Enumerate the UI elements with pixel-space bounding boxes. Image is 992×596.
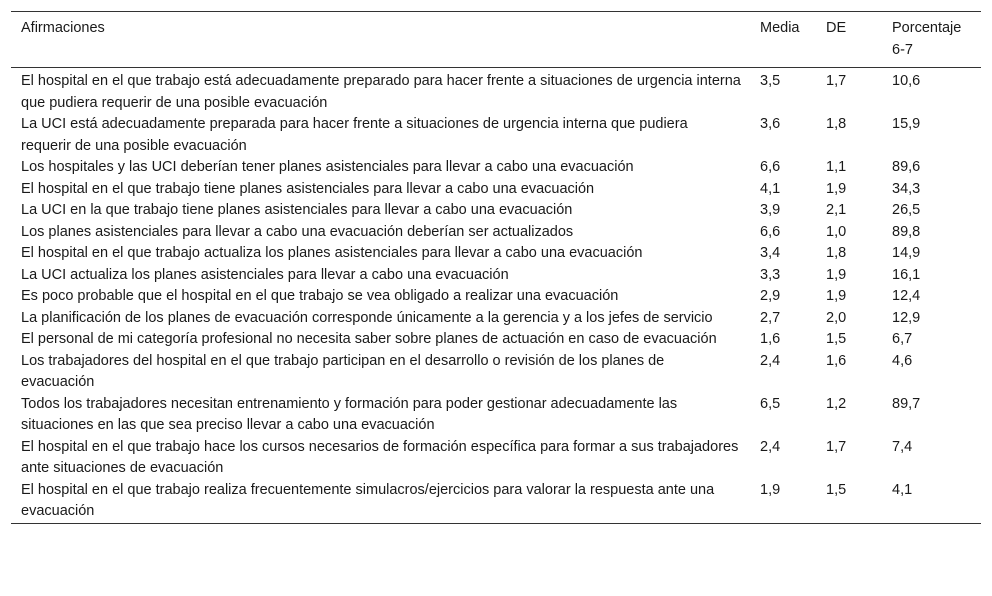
- de-cell: 1,6: [826, 352, 847, 369]
- porcentaje-cell: 14,9: [892, 245, 921, 261]
- statement-cell: El hospital en el que trabajo está adecuadamente preparado para hacer frente a situaciones de urgencia interna que pudiera requerir de una posible evacuación: [21, 73, 741, 111]
- media-cell: 6,6: [760, 223, 781, 240]
- media-cell: 4,1: [760, 180, 781, 197]
- media-cell: 3,4: [760, 245, 781, 261]
- media-cell: 3,9: [760, 202, 781, 218]
- porcentaje-cell: 4,1: [892, 481, 913, 498]
- porcentaje-cell: 89,7: [892, 395, 921, 412]
- statement-cell: El hospital en el que trabajo hace los cursos necesarios de formación específica para formar a sus trabajadores ante situaciones de evacuación: [21, 438, 739, 476]
- table-row: [11, 480, 981, 524]
- header-de: DE: [826, 20, 847, 36]
- media-cell: 2,7: [760, 309, 781, 326]
- media-cell: 2,4: [760, 352, 781, 369]
- media-cell: 2,4: [760, 438, 781, 455]
- media-cell: 3,5: [760, 73, 781, 89]
- header-row: [11, 12, 981, 68]
- table-row: [11, 437, 981, 480]
- porcentaje-cell: 89,6: [892, 159, 921, 175]
- survey-table-container: [11, 11, 981, 524]
- header-afirmaciones: Afirmaciones: [21, 20, 105, 36]
- table-row: [11, 114, 981, 157]
- table-row: [11, 179, 981, 201]
- de-cell: 1,2: [826, 395, 847, 412]
- porcentaje-cell: 26,5: [892, 202, 921, 218]
- media-cell: 2,9: [760, 288, 781, 304]
- media-cell: 1,9: [760, 481, 781, 498]
- table-body: [11, 68, 981, 524]
- de-cell: 1,5: [826, 331, 847, 347]
- de-cell: 1,0: [826, 223, 847, 240]
- statement-cell: La UCI en la que trabajo tiene planes asistenciales para llevar a cabo una evacuación: [21, 202, 573, 218]
- statement-cell: Los trabajadores del hospital en el que trabajo participan en el desarrollo o revisión de los planes de evacuación: [21, 352, 665, 390]
- table-row: [11, 265, 981, 287]
- porcentaje-cell: 4,6: [892, 352, 913, 369]
- media-cell: 6,6: [760, 159, 781, 175]
- table-row: [11, 157, 981, 179]
- statement-cell: El hospital en el que trabajo realiza frecuentemente simulacros/ejercicios para valorar la respuesta ante una evacuación: [21, 481, 715, 519]
- table-row: [11, 200, 981, 222]
- media-cell: 6,5: [760, 395, 781, 412]
- porcentaje-cell: 16,1: [892, 266, 921, 283]
- porcentaje-cell: 89,8: [892, 223, 921, 240]
- porcentaje-cell: 6,7: [892, 331, 913, 347]
- de-cell: 2,0: [826, 309, 847, 326]
- statement-cell: Todos los trabajadores necesitan entrenamiento y formación para poder gestionar adecuadamente las situaciones en las que sea preciso llevar a cabo una evacuación: [21, 395, 678, 433]
- media-cell: 1,6: [760, 331, 781, 347]
- porcentaje-cell: 10,6: [892, 73, 921, 89]
- porcentaje-cell: 7,4: [892, 438, 913, 455]
- table-row: [11, 243, 981, 265]
- media-cell: 3,6: [760, 116, 781, 132]
- statement-cell: Los planes asistenciales para llevar a cabo una evacuación deberían ser actualizados: [21, 223, 574, 240]
- de-cell: 2,1: [826, 202, 847, 218]
- de-cell: 1,7: [826, 438, 847, 455]
- statement-cell: El hospital en el que trabajo actualiza los planes asistenciales para llevar a cabo una evacuación: [21, 245, 643, 261]
- de-cell: 1,9: [826, 288, 847, 304]
- de-cell: 1,9: [826, 180, 847, 197]
- table-row: [11, 329, 981, 351]
- porcentaje-cell: 12,4: [892, 288, 921, 304]
- statement-cell: La UCI está adecuadamente preparada para hacer frente a situaciones de urgencia interna que pudiera requerir de una posible evacuación: [21, 116, 688, 154]
- statement-cell: El personal de mi categoría profesional no necesita saber sobre planes de actuación en caso de evacuación: [21, 331, 717, 347]
- header-porcentaje: Porcentaje 6-7: [892, 20, 962, 58]
- table-row: [11, 68, 981, 115]
- statement-cell: La planificación de los planes de evacuación corresponde únicamente a la gerencia y a los jefes de servicio: [21, 309, 713, 326]
- de-cell: 1,5: [826, 481, 847, 498]
- porcentaje-cell: 12,9: [892, 309, 921, 326]
- de-cell: 1,7: [826, 73, 847, 89]
- header-media: Media: [760, 20, 800, 36]
- de-cell: 1,8: [826, 245, 847, 261]
- de-cell: 1,9: [826, 266, 847, 283]
- statement-cell: La UCI actualiza los planes asistenciales para llevar a cabo una evacuación: [21, 266, 509, 283]
- survey-table: [11, 11, 981, 524]
- table-row: [11, 222, 981, 244]
- porcentaje-cell: 15,9: [892, 116, 921, 132]
- porcentaje-cell: 34,3: [892, 180, 921, 197]
- media-cell: 3,3: [760, 266, 781, 283]
- statement-cell: El hospital en el que trabajo tiene planes asistenciales para llevar a cabo una evacuación: [21, 180, 595, 197]
- de-cell: 1,8: [826, 116, 847, 132]
- table-row: [11, 351, 981, 394]
- statement-cell: Los hospitales y las UCI deberían tener planes asistenciales para llevar a cabo una evacuación: [21, 159, 634, 175]
- table-row: [11, 286, 981, 308]
- table-header: [11, 12, 981, 68]
- table-row: [11, 394, 981, 437]
- table-row: [11, 308, 981, 330]
- statement-cell: Es poco probable que el hospital en el que trabajo se vea obligado a realizar una evacuación: [21, 288, 619, 304]
- de-cell: 1,1: [826, 159, 847, 175]
